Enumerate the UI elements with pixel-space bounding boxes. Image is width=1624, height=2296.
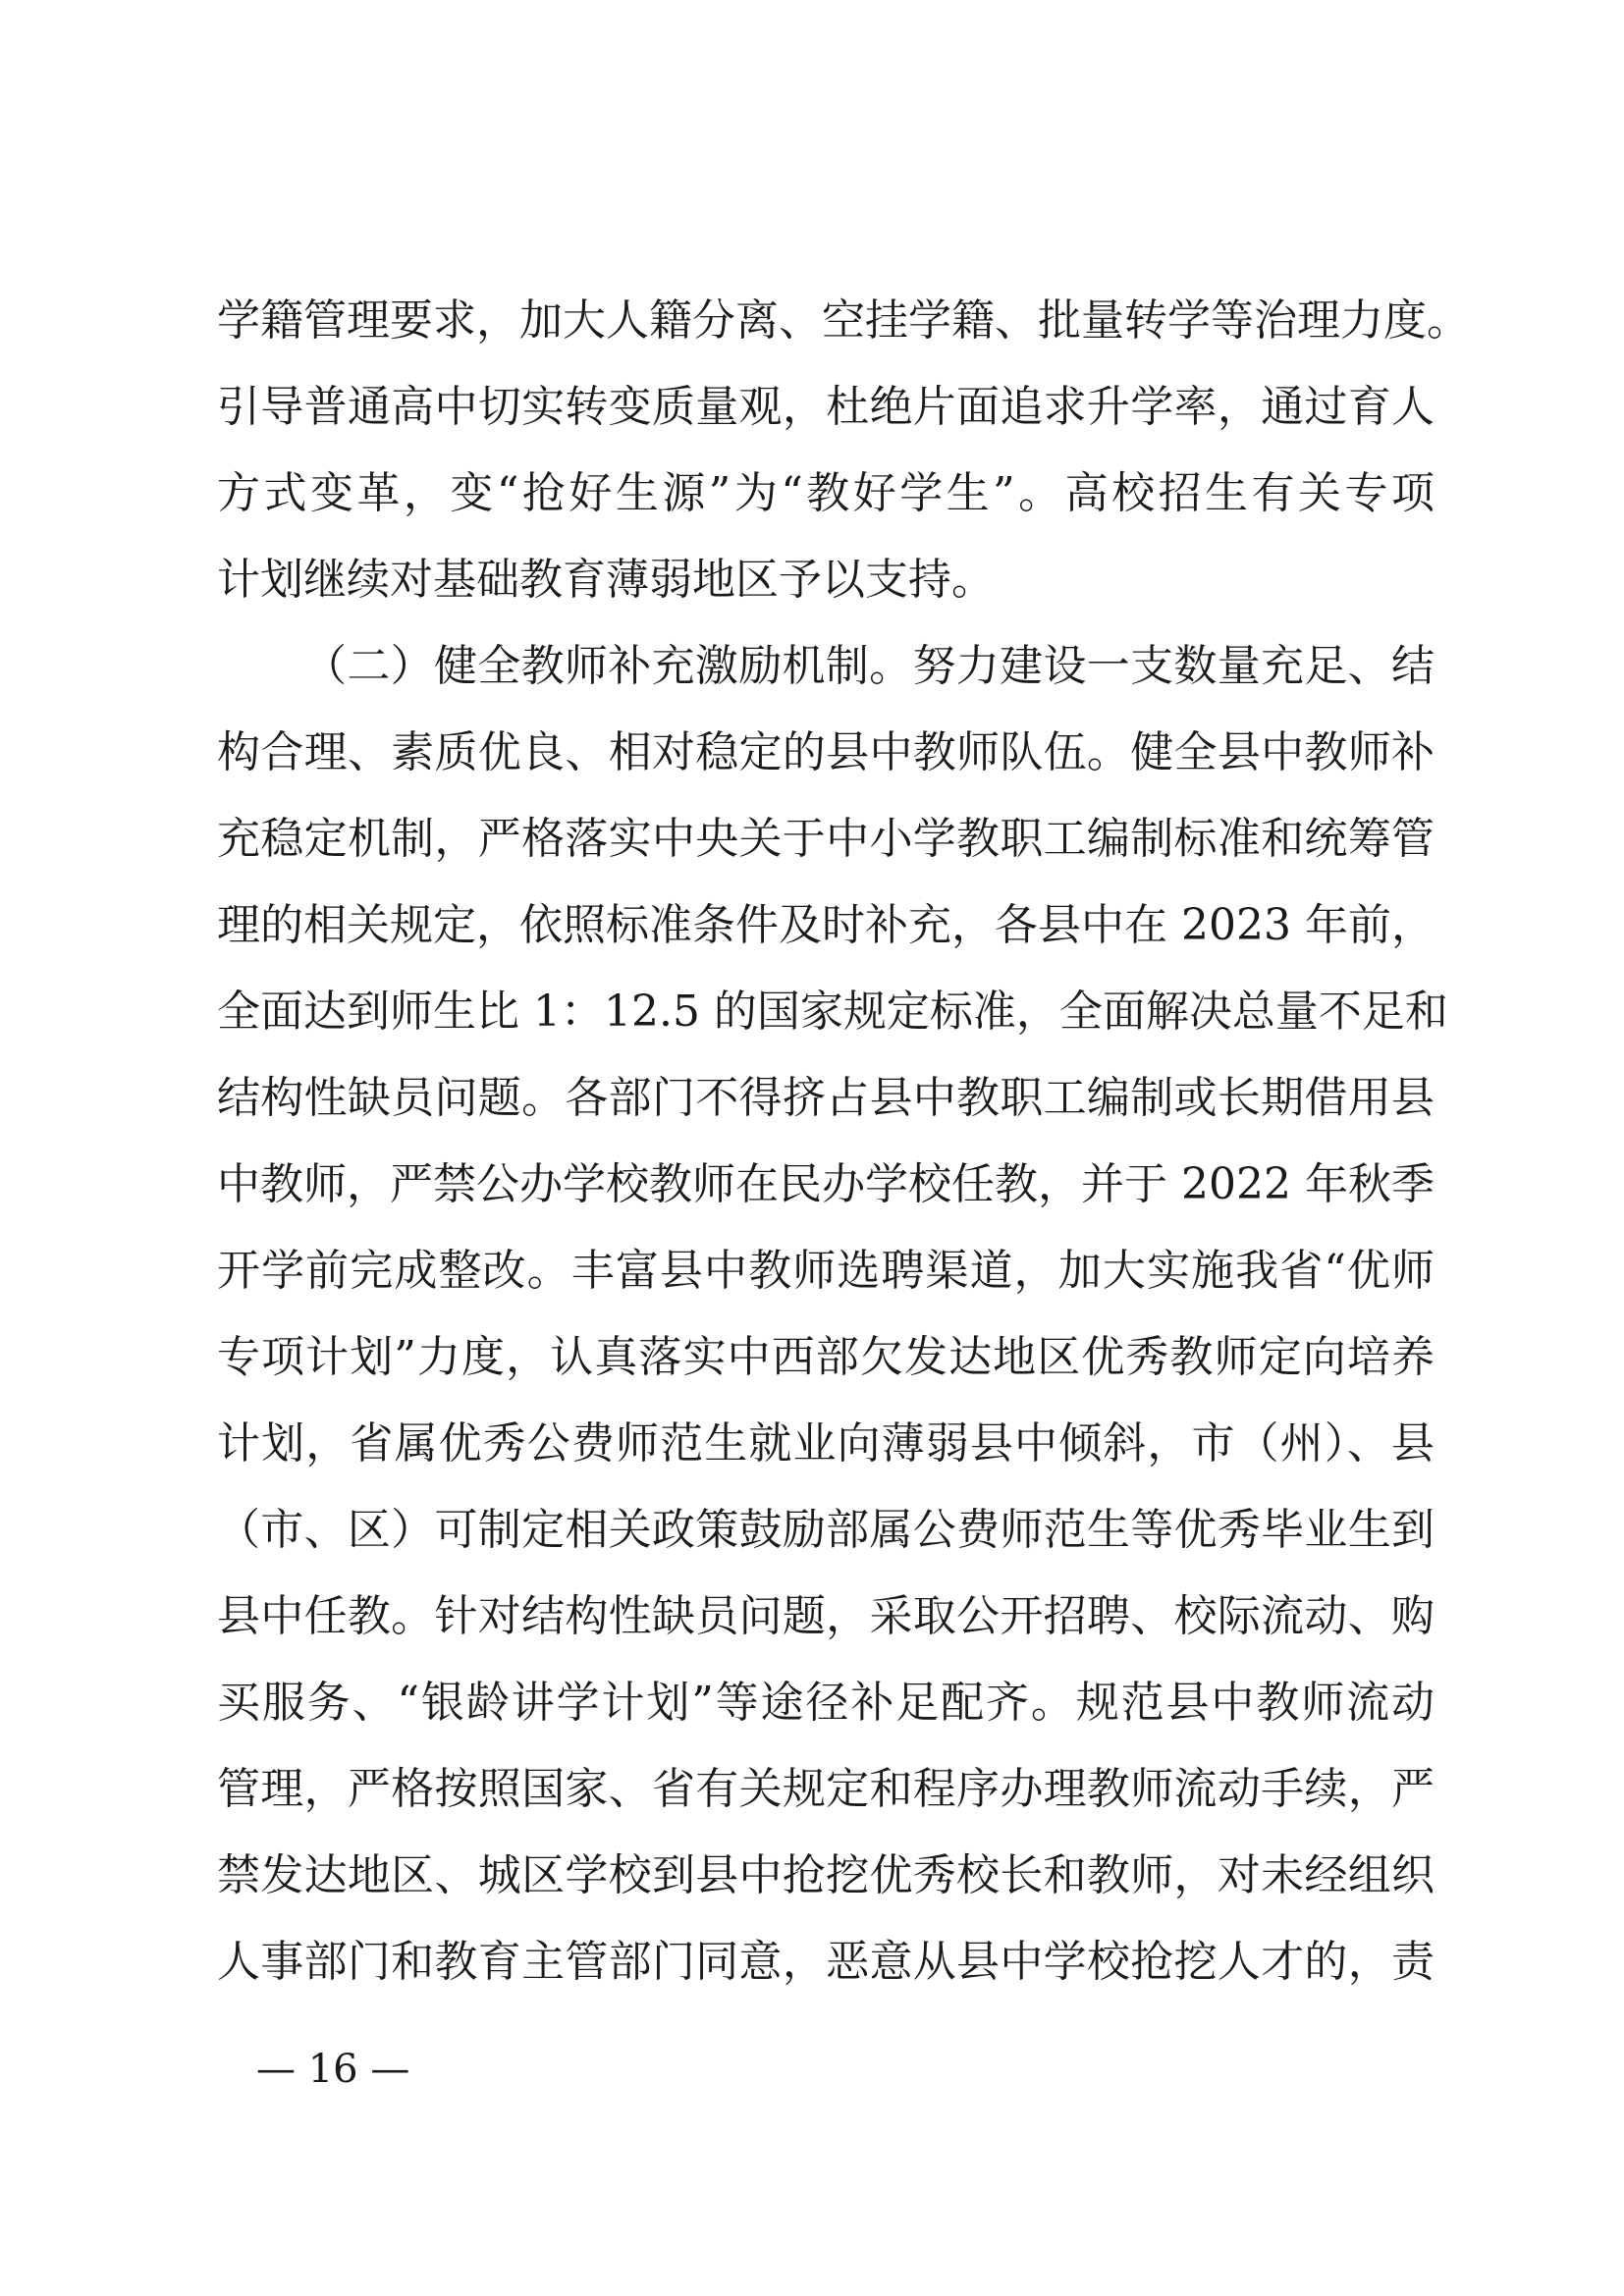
text-line: 县中任教。针对结构性缺员问题，采取公开招聘、校际流动、购 (217, 1591, 1435, 1641)
text-line: 禁发达地区、城区学校到县中抢挖优秀校长和教师，对未经组织 (217, 1850, 1435, 1900)
page-number: — 16 — (256, 2047, 410, 2092)
text-line: 管理，严格按照国家、省有关规定和程序办理教师流动手续，严 (217, 1764, 1435, 1814)
text-line: 结构性缺员问题。各部门不得挤占县中教职工编制或长期借用县 (217, 1073, 1435, 1123)
text-line: 理的相关规定，依照标准条件及时补充，各县中在 2023 年前， (217, 900, 1435, 950)
text-line: 学籍管理要求，加大人籍分离、空挂学籍、批量转学等治理力度。 (217, 295, 1470, 346)
section-heading-line: （二）健全教师补充激励机制。努力建设一支数量充足、结 (303, 641, 1435, 691)
text-line: 计划继续对基础教育薄弱地区予以支持。 (217, 555, 995, 605)
text-line: 引导普通高中切实转变质量观，杜绝片面追求升学率，通过育人 (217, 382, 1435, 432)
text-line: 开学前完成整改。丰富县中教师选聘渠道，加大实施我省“优师 (217, 1246, 1435, 1296)
text-line: 计划，省属优秀公费师范生就业向薄弱县中倾斜，市（州）、县 (217, 1418, 1435, 1468)
text-line: 人事部门和教育主管部门同意，恶意从县中学校抢挖人才的，责 (217, 1937, 1435, 1987)
text-line: （市、区）可制定相关政策鼓励部属公费师范生等优秀毕业生到 (217, 1505, 1435, 1555)
text-line: 充稳定机制，严格落实中央关于中小学教职工编制标准和统筹管 (217, 814, 1435, 864)
text-line: 全面达到师生比 1：12.5 的国家规定标准，全面解决总量不足和 (217, 987, 1448, 1037)
text-line: 构合理、素质优良、相对稳定的县中教师队伍。健全县中教师补 (217, 727, 1435, 777)
text-line: 方式变革，变“抢好生源”为“教好学生”。高校招生有关专项 (217, 468, 1435, 518)
text-line: 专项计划”力度，认真落实中西部欠发达地区优秀教师定向培养 (217, 1332, 1435, 1382)
text-line: 买服务、“银龄讲学计划”等途径补足配齐。规范县中教师流动 (217, 1678, 1435, 1728)
text-line: 中教师，严禁公办学校教师在民办学校任教，并于 2022 年秋季 (217, 1159, 1435, 1209)
